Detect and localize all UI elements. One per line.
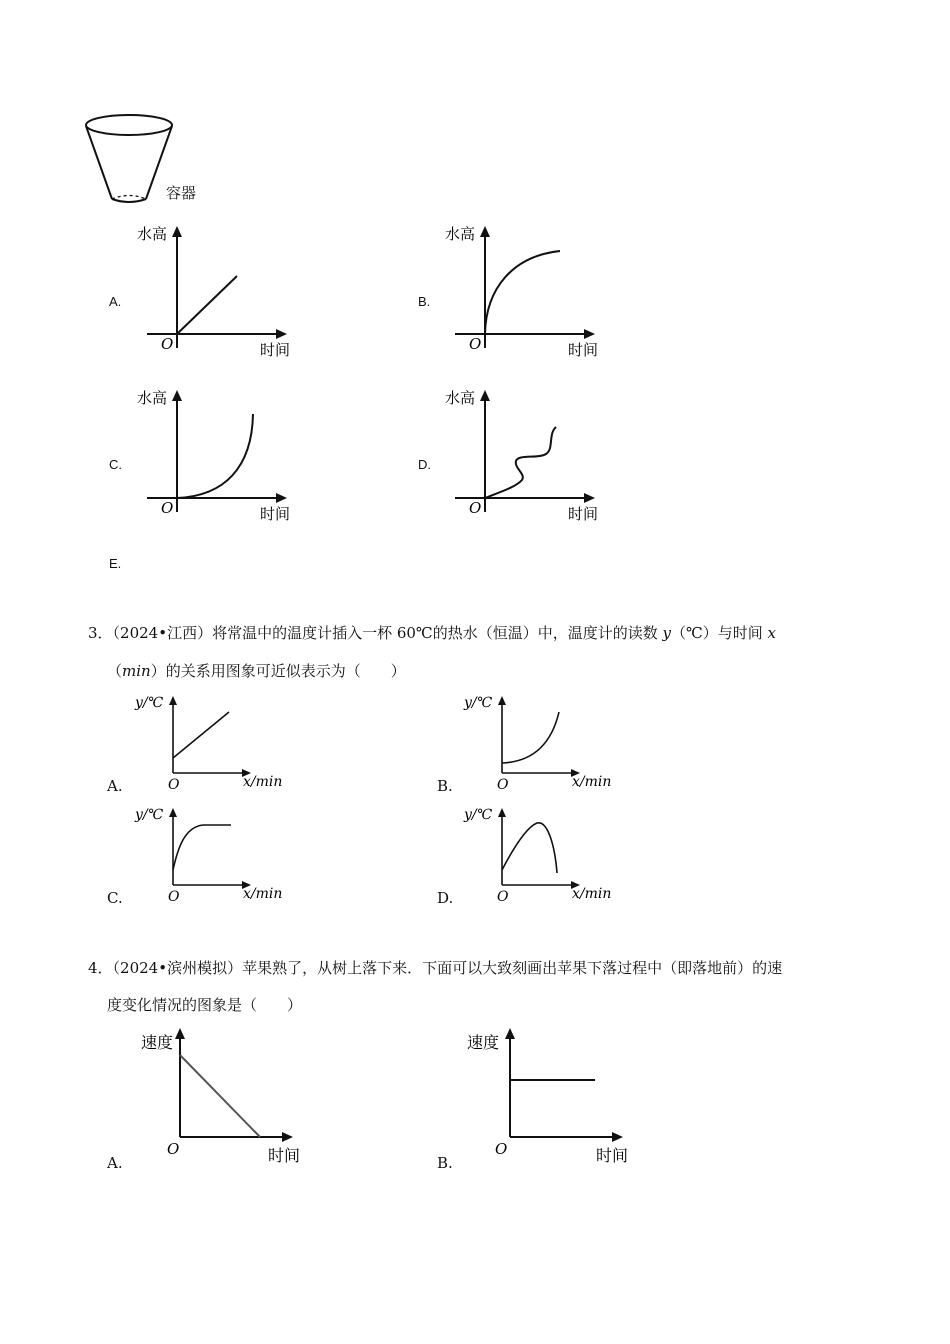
q4-graph-a: [135, 1022, 320, 1172]
q2-a-xlabel: 时间: [260, 341, 291, 359]
q2-a-curve: [177, 276, 237, 334]
q2-c-curve: [177, 414, 253, 498]
q3-line2: （min）的关系用图象可近似表示为（ ）: [107, 662, 406, 680]
q3-var-x: x: [767, 624, 777, 642]
q3-source: （2024•江西）: [112, 624, 213, 642]
q4-source: （2024•滨州模拟）: [112, 959, 243, 977]
q3-c-curve: [173, 825, 231, 870]
q3-unit: min: [122, 662, 151, 680]
container-label: 容器: [166, 184, 197, 202]
q4-a-ylabel: 速度: [141, 1033, 174, 1052]
q3-text-b: （℃）与时间: [670, 624, 763, 642]
q2-b-curve: [485, 251, 560, 334]
q3-option-b-letter[interactable]: B.: [437, 777, 453, 795]
q3-d-origin: O: [497, 889, 509, 904]
q4-b-ylabel: 速度: [467, 1033, 500, 1052]
q3-graph-b: [462, 690, 627, 792]
q3-graph-a: [133, 690, 298, 792]
q3-graph-d: [462, 802, 627, 904]
q3-c-origin: O: [168, 889, 180, 904]
q2-d-curve: [485, 427, 556, 498]
q2-option-a-letter[interactable]: A.: [109, 294, 122, 309]
q4-number: 4．: [88, 959, 113, 977]
q3-b-ylabel: y/℃: [464, 695, 493, 711]
q3-option-d-letter[interactable]: D.: [437, 889, 454, 907]
q3-a-xlabel: x/min: [243, 774, 283, 790]
q4-b-xlabel: 时间: [596, 1146, 629, 1165]
q2-option-c-letter[interactable]: C.: [109, 457, 122, 472]
q3-line1: [88, 623, 776, 643]
q4-a-xlabel: 时间: [268, 1146, 301, 1165]
q3-c-ylabel: y/℃: [135, 807, 164, 823]
q2-b-xlabel: 时间: [568, 341, 599, 359]
q3-d-xlabel: x/min: [572, 886, 612, 902]
q2-c-origin: O: [161, 499, 174, 517]
q2-c-xlabel: 时间: [260, 505, 291, 523]
q4-a-origin: O: [167, 1140, 180, 1158]
q4-line1: [88, 958, 782, 978]
q4-line2: 度变化情况的图象是（ ）: [107, 996, 303, 1014]
q4-b-origin: O: [495, 1140, 508, 1158]
q3-d-curve: [502, 823, 557, 873]
q3-b-curve: [502, 712, 559, 763]
q3-a-origin: O: [168, 777, 180, 792]
q3-option-c-letter[interactable]: C.: [107, 889, 123, 907]
q3-var-y: y: [662, 624, 671, 642]
q3-text-a: 将常温中的温度计插入一杯 60℃的热水（恒温）中，温度计的读数: [212, 624, 658, 642]
q3-d-ylabel: y/℃: [464, 807, 493, 823]
q2-d-ylabel: 水高: [445, 389, 476, 407]
q4-graph-b: [465, 1022, 650, 1172]
q3-a-ylabel: y/℃: [135, 695, 164, 711]
q2-a-origin: O: [161, 335, 174, 353]
q4-option-a-letter[interactable]: A.: [107, 1154, 123, 1172]
q2-b-origin: O: [469, 335, 482, 353]
q2-graph-a: [130, 218, 310, 363]
q3-c-xlabel: x/min: [243, 886, 283, 902]
q2-b-ylabel: 水高: [445, 225, 476, 243]
q3-graph-c: [133, 802, 298, 904]
q2-d-xlabel: 时间: [568, 505, 599, 523]
q2-a-ylabel: 水高: [137, 225, 168, 243]
q4-text-a: 苹果熟了，从树上落下来．下面可以大致刻画出苹果下落过程中（即落地前）的速: [242, 959, 783, 977]
q4-option-b-letter[interactable]: B.: [437, 1154, 453, 1172]
container-figure: [80, 110, 220, 210]
q2-graph-b: [438, 218, 618, 363]
q3-option-a-letter[interactable]: A.: [107, 777, 123, 795]
q2-option-d-letter[interactable]: D.: [418, 457, 431, 472]
q2-option-e-letter[interactable]: E.: [109, 556, 122, 571]
q3-b-origin: O: [497, 777, 509, 792]
q3-a-curve: [173, 712, 229, 758]
q2-d-origin: O: [469, 499, 482, 517]
q2-graph-c: [130, 382, 310, 527]
q2-c-ylabel: 水高: [137, 389, 168, 407]
q4-a-curve: [180, 1055, 260, 1137]
q3-number: 3．: [88, 624, 113, 642]
q3-b-xlabel: x/min: [572, 774, 612, 790]
q2-graph-d: [438, 382, 618, 527]
q2-option-b-letter[interactable]: B.: [418, 294, 431, 309]
